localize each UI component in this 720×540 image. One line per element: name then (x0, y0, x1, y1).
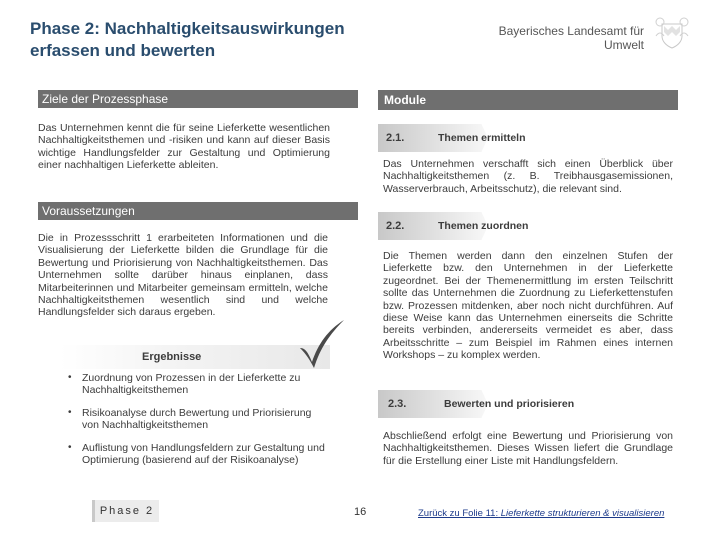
ziele-heading: Ziele der Prozessphase (38, 90, 358, 108)
checkmark-icon (296, 318, 346, 370)
back-link-prefix: Zurück zu Folie 11: (418, 508, 499, 519)
back-to-slide-link[interactable] (418, 508, 664, 519)
module-number: 2.2. (386, 220, 405, 232)
ergebnis-text: Risikoanalyse durch Bewertung und Priorisierung von Nachhaltigkeitsthemen (82, 406, 312, 432)
ergebnis-text: Auflistung von Handlungsfeldern zur Gestaltung und Optimierung (basierend auf der Risikoanalyse) (82, 441, 325, 467)
list-item (66, 442, 328, 467)
voraussetzungen-text: Die in Prozessschritt 1 erarbeiteten Informationen und die Visualisierung der Lieferkette bilden die Grundlage für die Bewertung und Priorisierung von Nachhaltigkeitsthemen. Das Unternehmen sollte darüber hinaus einplanen, dass Mitarbeiterinnen und Mitarbeiter gemeinsam ermitteln, welche Nachhaltigkeitsthemen wesentlich sind und welche Handlungsfelder sich daraus ergeben. (38, 232, 328, 319)
ziele-text: Das Unternehmen kennt die für seine Lieferkette wesentlichen Nachhaltigkeitsthemen und -risiken und kann auf dieser Basis wichtige Handlungsfelder zur Gestaltung und Optimierung einer nachhaltigen Lieferkette ableiten. (38, 122, 330, 172)
list-item (66, 407, 328, 432)
list-item (66, 372, 328, 397)
page-number: 16 (354, 506, 367, 518)
module-heading: Module (378, 90, 678, 110)
ergebnisse-list (66, 372, 328, 476)
phase-tag: Phase 2 (92, 500, 159, 522)
bullet-icon: • (68, 441, 72, 453)
ergebnis-text: Zuordnung von Prozessen in der Lieferkette zu Nachhaltigkeitsthemen (82, 372, 301, 397)
module-title: Bewerten und priorisieren (444, 398, 575, 410)
module-text: Die Themen werden dann den einzelnen Stufen der Lieferkette bzw. den Unternehmen in der Lieferkette zugeordnet. Bei der Themenermittlung im ersten Teilschritt sollte das Unternehmen die Zuordnung zu Lieferkettenstufen bzw. Prozessen mitdenken, aber noch nicht durchführen. Auf diese Weise kann das Unternehmen einerseits die Schritte bereits verbinden, andererseits vermeidet es aber, dass Arbeitsschritte – zum Beispiel im Rahmen eines internen Workshops – zu komplex werden. (383, 250, 673, 362)
module-text: Abschließend erfolgt eine Bewertung und Priorisierung von Nachhaltigkeitsthemen. Dieses Wissen liefert die Grundlage für die Erstellung einer Liste mit Handlungsfeldern. (383, 430, 673, 467)
bavarian-coat-of-arms-icon (652, 14, 692, 54)
module-title: Themen zuordnen (438, 220, 529, 232)
organization-name: Bayerisches Landesamt für Umwelt (498, 24, 644, 52)
back-link-target: Lieferkette strukturieren & visualisieren (500, 508, 665, 519)
bullet-icon: • (68, 372, 72, 383)
module-number: 2.1. (386, 132, 405, 144)
module-text: Das Unternehmen verschafft sich einen Überblick über Nachhaltigkeitsthemen (z. B. Treibhausgasemissionen, Wasserverbrauch, Arbeitsschutz), die relevant sind. (383, 158, 673, 195)
ergebnisse-heading: Ergebnisse (142, 351, 202, 363)
voraussetzungen-heading: Voraussetzungen (38, 202, 358, 220)
module-number: 2.3. (388, 398, 407, 410)
bullet-icon: • (68, 406, 72, 418)
module-title: Themen ermitteln (438, 132, 526, 144)
page-title: Phase 2: Nachhaltigkeitsauswirkungen erfassen und bewerten (30, 19, 345, 60)
